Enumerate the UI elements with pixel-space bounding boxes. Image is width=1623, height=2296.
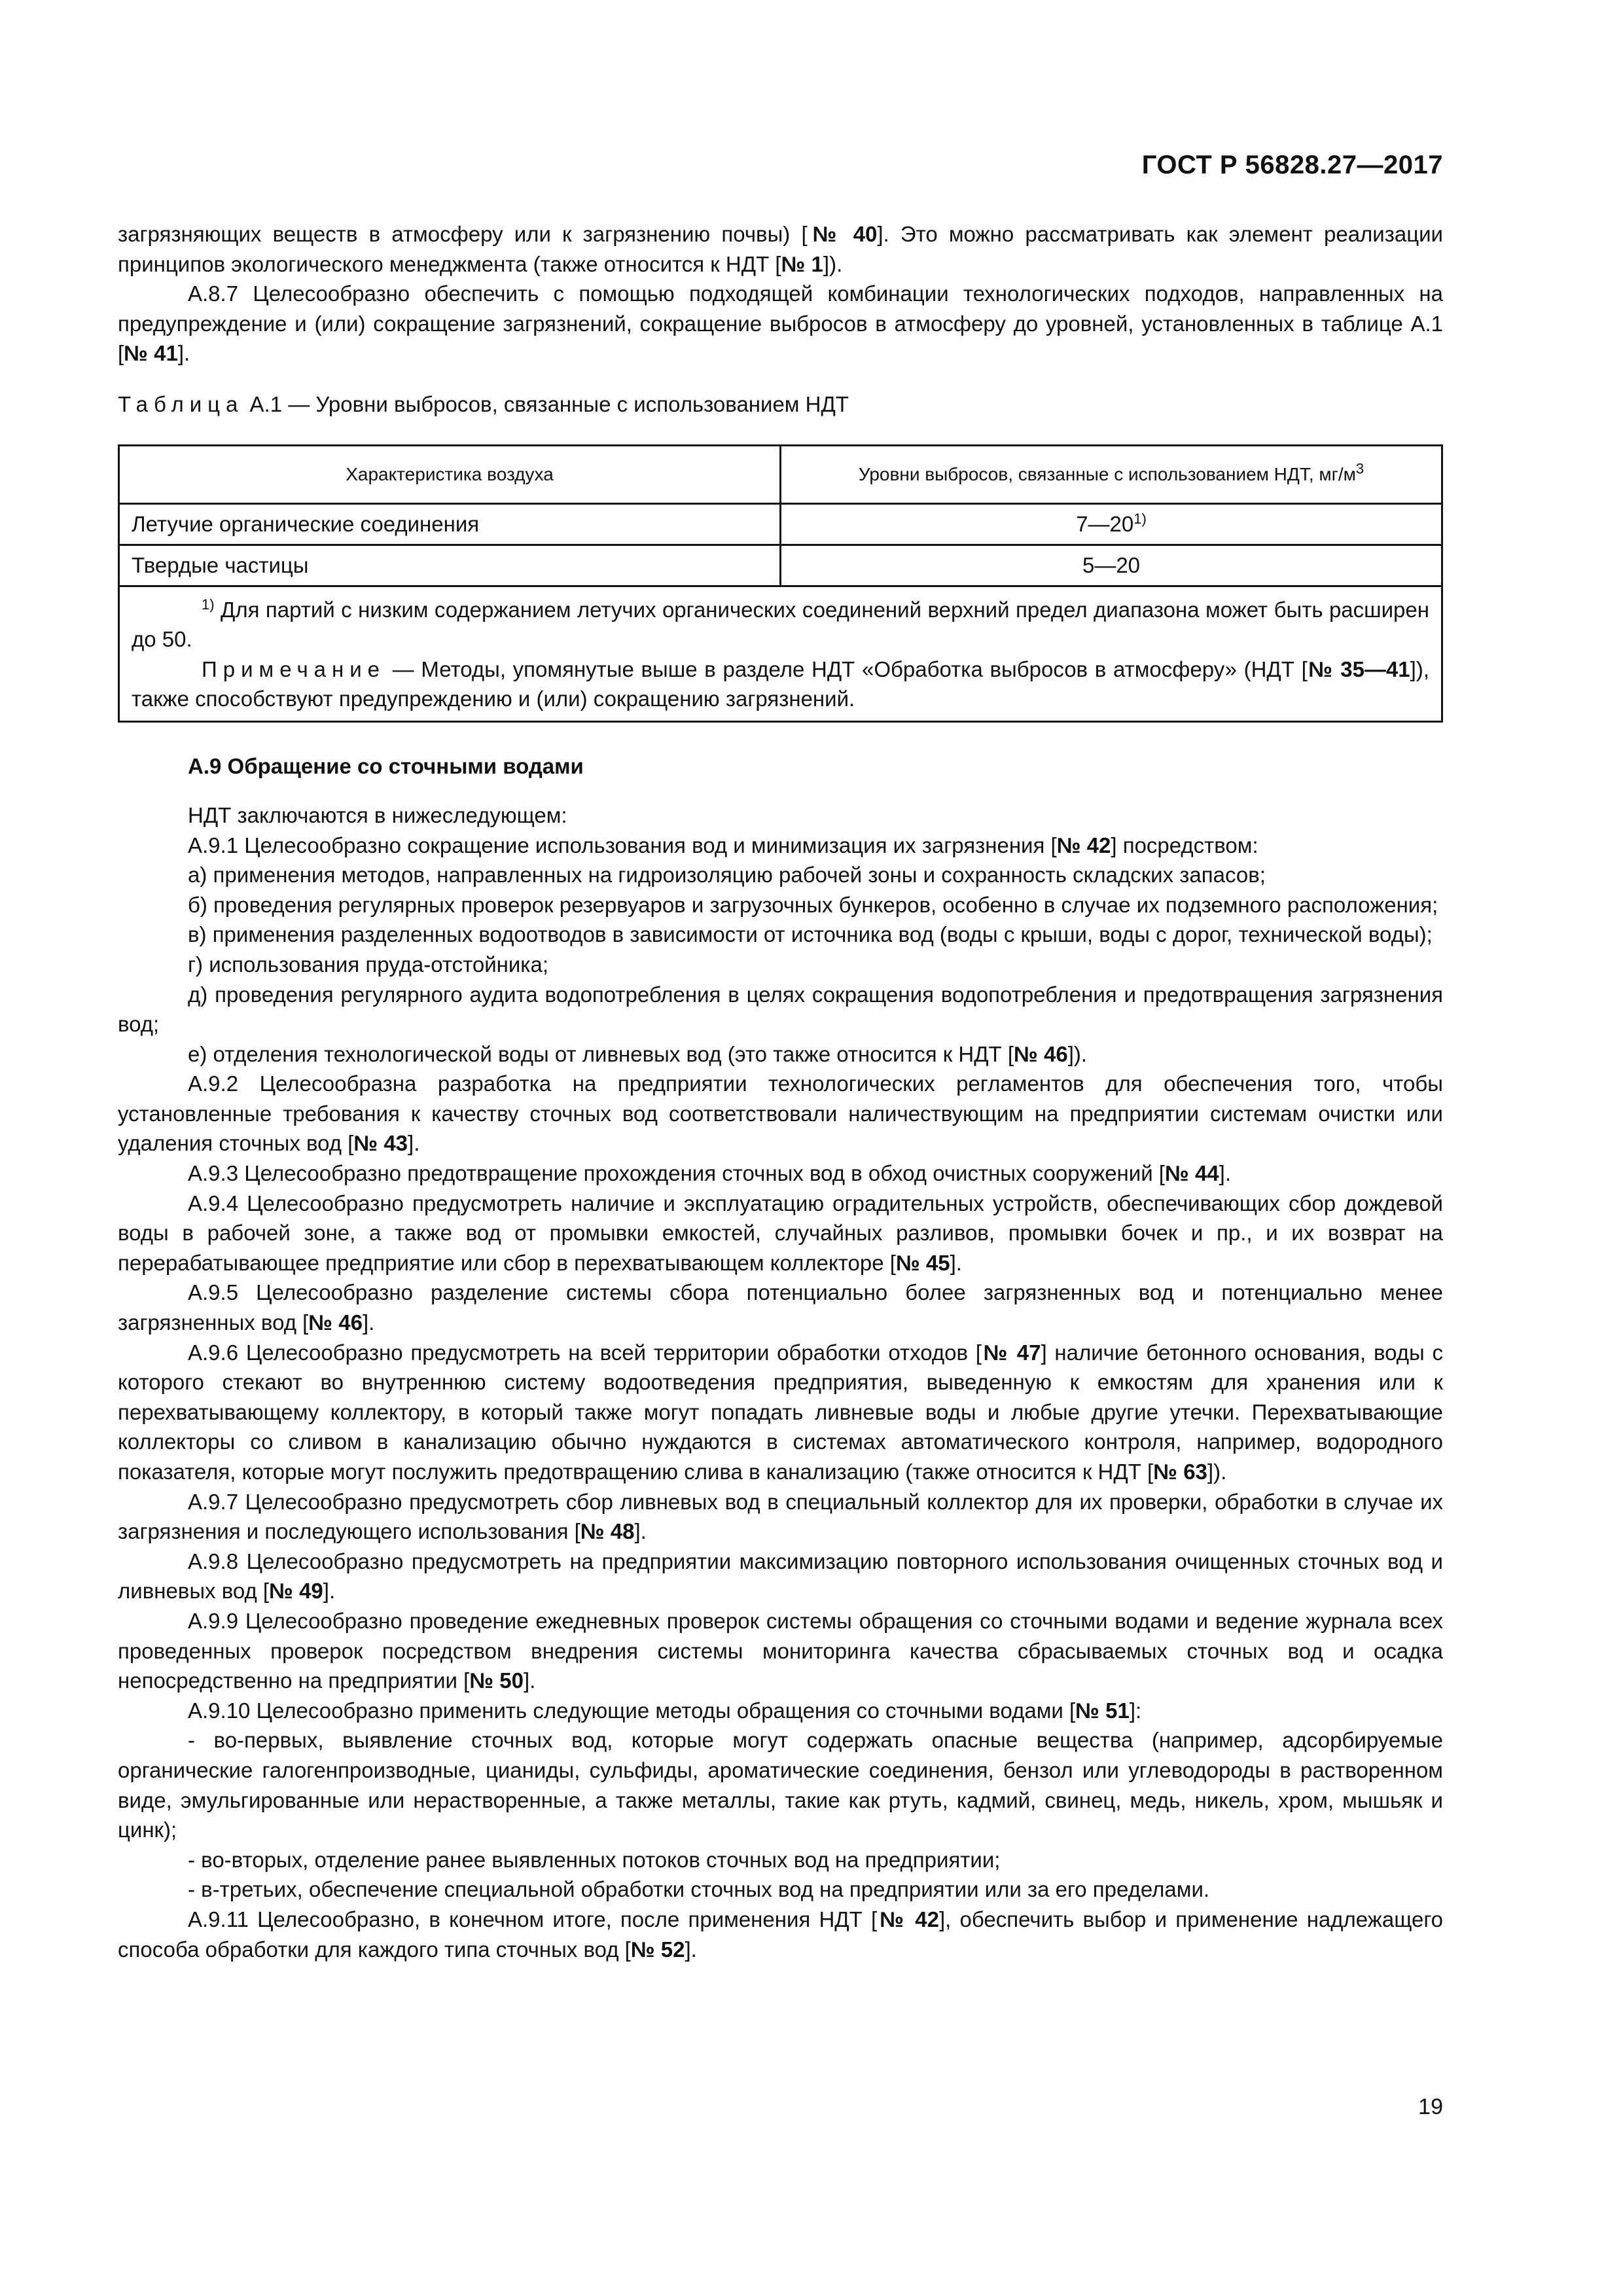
paragraph-a97: А.9.7 Целесообразно предусмотреть сбор ливневых вод в специальный коллектор для их проверки, обработки в случае их загрязнения и последующего использования [№ 48]. — [118, 1489, 1443, 1544]
table-cell: 7—20$^{1)}$ — [781, 503, 1442, 545]
table-header-cell: Характеристика воздуха — [119, 445, 781, 503]
table-row — [119, 545, 1442, 586]
paragraph-a95: А.9.5 Целесообразно разделение системы сбора потенциально более загрязненных вод и потенциально менее загрязненных вод [№ 46]. — [118, 1280, 1443, 1335]
list-item: е) отделения технологической воды от ливневых вод (это также относится к НДТ [№ 46]). — [188, 1041, 1088, 1066]
document-page — [118, 0, 1443, 2296]
table-row — [119, 503, 1442, 545]
dash-item: - во-первых, выявление сточных вод, которые могут содержать опасные вещества (например, адсорбируемые органические галогенпроизводные, цианиды, сульфиды, ароматические соединения, бензол или углеводороды в растворенном виде, эмульгированные или нерастворенные, а также металлы, такие как ртуть, кадмий, свинец, медь, никель, хром, мышьяк и цинк); — [118, 1728, 1443, 1842]
paragraph-a910: А.9.10 Целесообразно применить следующие методы обращения со сточными водами [№ 51]: — [188, 1698, 1142, 1723]
paragraph-a99: А.9.9 Целесообразно проведение ежедневных проверок системы обращения со сточными водами и ведение журнала всех проведенных проверок посредством внедрения системы мониторинга качества сбрасываемых сточных вод и осадка непосредственно на предприятии [№ 50]. — [118, 1608, 1443, 1693]
paragraph-a911: А.9.11 Целесообразно, в конечном итоге, после применения НДТ [№ 42], обеспечить выбор и применение надлежащего способа обработки для каждого типа сточных вод [№ 52]. — [118, 1907, 1443, 1962]
table-note-cell — [119, 586, 1442, 721]
dash-item: - во-вторых, отделение ранее выявленных потоков сточных вод на предприятии; — [188, 1847, 1001, 1872]
paragraph-a92: А.9.2 Целесообразна разработка на предприятии технологических регламентов для обеспечения того, чтобы установленные требования к качеству сточных вод соответствовали наличествующим на предприятии системам очистки или удаления сточных вод [№ 43]. — [118, 1071, 1443, 1156]
list-item: а) применения методов, направленных на гидроизоляцию рабочей зоны и сохранность складских запасов; — [188, 863, 1266, 888]
table-note: Примечание — Методы, упомянутые выше в разделе НДТ «Обработка выбросов в атмосферу» (НДТ [№ 35—41]), также способствуют предупреждению и (или) сокращению загрязнений. — [132, 656, 1429, 711]
dash-item: - в-третьих, обеспечение специальной обработки сточных вод на предприятии или за его пределами. — [188, 1877, 1210, 1902]
table-caption: Таблица А.1 — Уровни выбросов, связанные с использованием НДТ — [118, 391, 849, 416]
paragraph-a94: А.9.4 Целесообразно предусмотреть наличие и эксплуатацию оградительных устройств, обеспечивающих сбор дождевой воды в рабочей зоне, а также вод от промывки емкостей, случайных разливов, промывки бочек и пр., и их возврат на перерабатывающее предприятие или сбор в перехватывающем коллекторе [№ 45]. — [118, 1191, 1443, 1275]
table-note-row — [119, 586, 1442, 721]
paragraph: загрязняющих веществ в атмосферу или к загрязнению почвы) [№ 40]. Это можно рассматривать как элемент реализации принципов экологического менеджмента (также относится к НДТ [№ 1]). — [118, 222, 1443, 276]
list-item: в) применения разделенных водоотводов в зависимости от источника вод (воды с крыши, воды с дорог, технической воды); — [188, 922, 1433, 947]
section-heading: А.9 Обращение со сточными водами — [188, 753, 584, 778]
list-item: г) использования пруда-отстойника; — [188, 952, 548, 977]
table-header-row — [119, 445, 1442, 503]
table-cell: 5—20 — [781, 545, 1442, 586]
table-cell: Летучие органические соединения — [119, 503, 781, 545]
list-item: б) проведения регулярных проверок резервуаров и загрузочных бункеров, особенно в случае их подземного расположения; — [188, 892, 1438, 917]
table-cell: Твердые частицы — [119, 545, 781, 586]
list-item: д) проведения регулярного аудита водопотребления в целях сокращения водопотребления и предотвращения загрязнения вод; — [118, 982, 1443, 1037]
doc-code-header: ГОСТ Р 56828.27—2017 — [1141, 151, 1443, 179]
page-number: 19 — [1418, 2094, 1443, 2119]
page-content — [118, 219, 1443, 1964]
emissions-table — [118, 444, 1443, 723]
table-footnote: $^{1)}$ Для партий с низким содержанием летучих органических соединений верхний предел диапазона может быть расширен до 50. — [132, 596, 1429, 652]
paragraph-a96: А.9.6 Целесообразно предусмотреть на всей территории обработки отходов [№ 47] наличие бетонного основания, воды с которого стекают во внутреннюю систему водоотведения предприятия, выведенную к емкостям для хранения или к перехватывающему коллектору, в который также могут попадать ливневые воды и любые другие утечки. Перехватывающие коллекторы со сливом в канализацию обычно нуждаются в системах автоматического контроля, например, водородного показателя, которые могут послужить предотвращению слива в канализацию (также относится к НДТ [№ 63]). — [118, 1340, 1443, 1484]
paragraph-a98: А.9.8 Целесообразно предусмотреть на предприятии максимизацию повторного использования очищенных сточных вод и ливневых вод [№ 49]. — [118, 1549, 1443, 1604]
table-header-cell: Уровни выбросов, связанные с использованием НДТ, $мг/м^3$ — [781, 445, 1442, 503]
paragraph-a91: А.9.1 Целесообразно сокращение использования вод и минимизация их загрязнения [№ 42] посредством: — [188, 833, 1258, 857]
paragraph: НДТ заключаются в нижеследующем: — [188, 802, 567, 827]
paragraph-a87: А.8.7 Целесообразно обеспечить с помощью подходящей комбинации технологических подходов, направленных на предупреждение и (или) сокращение загрязнений, сокращение выбросов в атмосферу до уровней, установленных в таблице А.1 [№ 41]. — [118, 281, 1443, 366]
paragraph-a93: А.9.3 Целесообразно предотвращение прохождения сточных вод в обход очистных сооружений [№ 44]. — [188, 1161, 1231, 1186]
